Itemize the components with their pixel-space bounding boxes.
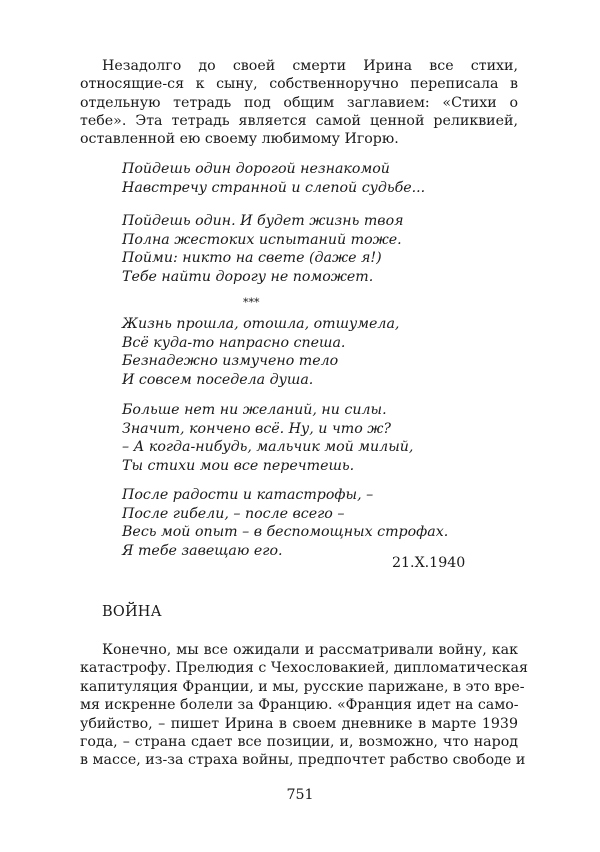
poem-2-stanza-1 — [122, 315, 462, 389]
poem-line: После радости и катастрофы, – — [122, 487, 374, 503]
poem-2-stanza-3 — [122, 486, 462, 560]
poem-1-stanza-1 — [122, 160, 462, 197]
paragraph-line: капитуляция Франции, и мы, русские парижане, в это вре- — [80, 678, 525, 695]
paragraph-line: мя искренне болели за Францию. «Франция идет на само- — [80, 697, 519, 714]
poem-line: Больше нет ни желаний, ни силы. — [122, 402, 387, 418]
poem-line: Весь мой опыт – в беспомощных строфах. — [122, 524, 449, 540]
section-heading: ВОЙНА — [102, 604, 162, 620]
paragraph-line: Конечно, мы все ожидали и рассматривали войну, как — [102, 642, 518, 658]
poem-line: Полна жестоких испытаний тоже. — [122, 231, 402, 248]
poem-line: Значит, кончено всё. Ну, и что ж? — [122, 420, 392, 437]
paragraph-line: убийство, – пишет Ирина в своем дневнике в марте 1939 — [80, 715, 518, 732]
poem-line: И совсем поседела душа. — [122, 371, 314, 388]
paragraph-line: года, – страна сдает все позиции, и, возможно, что народ — [80, 734, 518, 751]
poem-line: Всё куда-то напрасно спеша. — [122, 334, 346, 351]
poem-date: 21.X.1940 — [392, 555, 466, 571]
poem-line: Навстречу странной и слепой судьбе... — [122, 179, 426, 196]
poem-line: Пойдешь один. И будет жизнь твоя — [122, 213, 404, 229]
intro-paragraph-block — [80, 57, 518, 148]
intro-paragraph: Незадолго до своей смерти Ирина все стихи, относящие-ся к сыну, собственноручно переписала в отдельную тетрадь под общим заглавием: «Стихи о тебе». Эта тетрадь является самой ценной реликвией, оставленной ею своему любимому Игорю. — [80, 58, 518, 148]
poem-separator: *** — [243, 296, 260, 309]
poem-line: Безнадежно измучено тело — [122, 353, 339, 369]
paragraph-line: катастрофу. Прелюдия с Чехословакией, дипломатическая — [80, 660, 528, 677]
paragraph-line: в массе, из-за страха войны, предпочтет рабство свободе и — [80, 752, 526, 769]
poem-1-stanza-2 — [122, 212, 462, 286]
poem-line: Тебе найти дорогу не поможет. — [122, 268, 374, 285]
page-number: 751 — [286, 787, 314, 803]
poem-line: Я тебе завещаю его. — [122, 542, 283, 559]
poem-line: Пойдешь один дорогой незнакомой — [122, 161, 390, 177]
poem-line: После гибели, – после всего – — [122, 505, 345, 522]
poem-line: Ты стихи мои все перечтешь. — [122, 457, 355, 474]
war-paragraph — [80, 641, 528, 770]
poem-2-stanza-2 — [122, 401, 462, 475]
poem-line: Жизнь прошла, отошла, отшумела, — [122, 316, 400, 332]
poem-line: – А когда-нибудь, мальчик мой милый, — [122, 439, 414, 455]
poem-line: Пойми: никто на свете (даже я!) — [122, 250, 382, 266]
